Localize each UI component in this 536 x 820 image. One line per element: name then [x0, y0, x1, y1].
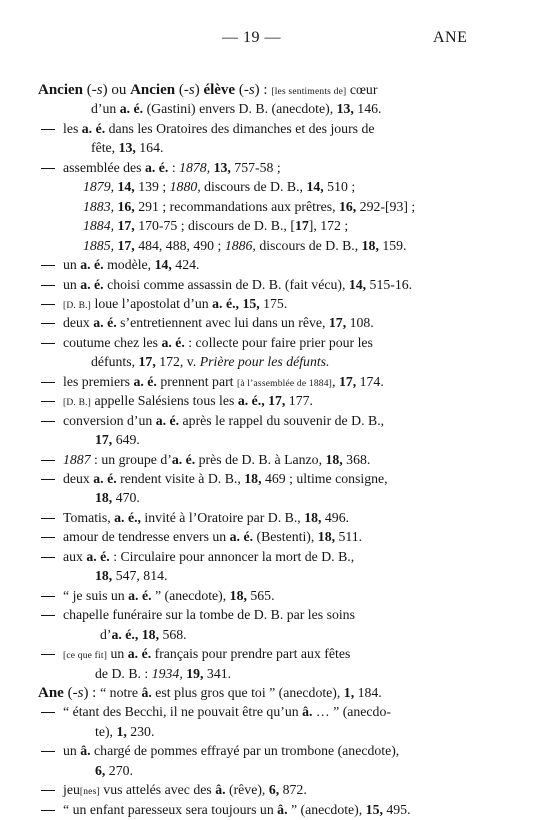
- text-segment: [D. B.]: [63, 398, 92, 409]
- index-line: [38, 294, 498, 314]
- index-line: [38, 352, 498, 372]
- text-segment: 108.: [346, 315, 374, 331]
- index-line-text: [63, 605, 355, 625]
- text-segment: de D. B. :: [95, 665, 152, 681]
- index-line-text: [63, 313, 374, 333]
- text-segment: 17,: [117, 237, 135, 253]
- text-segment: ) :: [254, 82, 272, 98]
- index-line-text: [63, 158, 281, 178]
- text-segment: (-: [86, 82, 97, 98]
- text-segment: a. é.,: [237, 393, 265, 409]
- text-segment: s: [77, 684, 84, 701]
- text-segment: 17,: [338, 373, 357, 389]
- text-segment: 17,: [95, 432, 113, 448]
- text-segment: 1886,: [224, 237, 256, 253]
- text-segment: [nes]: [79, 787, 100, 798]
- text-segment: 18,: [317, 529, 336, 545]
- running-head: ANE: [433, 29, 468, 46]
- text-segment: : un groupe d’: [90, 451, 172, 467]
- index-line: [38, 99, 498, 119]
- text-segment: [ce que fit]: [63, 651, 108, 662]
- text-segment: invité à l’Oratoire par D. B.,: [140, 509, 305, 525]
- index-line-text: [63, 119, 375, 139]
- text-segment: 230.: [126, 723, 155, 739]
- index-line: [38, 450, 498, 470]
- index-line: [38, 722, 498, 742]
- text-segment: a. é.: [155, 412, 180, 428]
- index-line: [38, 566, 498, 586]
- text-segment: 175.: [259, 295, 288, 311]
- text-segment: (-: [238, 82, 249, 98]
- text-segment: 18,: [361, 237, 379, 253]
- index-line: [38, 508, 498, 528]
- text-segment: 146.: [353, 101, 382, 117]
- text-segment: 1887: [63, 451, 91, 467]
- index-line-text: [63, 333, 373, 353]
- text-segment: a. é.: [80, 257, 104, 273]
- index-line: [38, 372, 498, 392]
- text-segment: 17: [294, 218, 309, 234]
- text-segment: 484, 488, 490 ;: [134, 237, 225, 253]
- text-segment: choisi comme assassin de D. B. (fait vécu),: [103, 276, 349, 292]
- text-segment: :: [168, 159, 180, 175]
- text-segment: (Gastini) envers D. B. (anecdote),: [143, 101, 337, 117]
- text-segment: 292-[93] ;: [356, 198, 416, 214]
- text-segment: Ancien: [38, 82, 87, 98]
- index-line: [38, 197, 498, 217]
- index-line-text: [83, 216, 348, 236]
- index-line: [38, 741, 498, 761]
- continuation-dash: [41, 265, 55, 266]
- text-segment: Ane: [38, 684, 68, 701]
- text-segment: coutume chez les: [63, 334, 162, 350]
- text-segment: fête,: [91, 140, 119, 156]
- index-line: [38, 547, 498, 567]
- text-segment: 170-75 ; discours de D. B., [: [134, 218, 295, 234]
- text-segment: un: [63, 257, 81, 273]
- text-segment: dans les Oratoires des dimanches et des jours de: [105, 120, 375, 136]
- text-segment: 17,: [117, 218, 135, 234]
- text-segment: 757-58 ;: [230, 159, 281, 175]
- continuation-dash: [41, 537, 55, 538]
- index-line-text: [63, 508, 349, 528]
- text-segment: s’entretiennent avec lui dans un rêve,: [116, 315, 329, 331]
- index-line: [38, 664, 498, 684]
- text-segment: 565.: [246, 587, 275, 603]
- index-line-text: [83, 177, 355, 197]
- index-line: [38, 158, 498, 178]
- text-segment: amour de tendresse envers un: [63, 529, 230, 545]
- text-segment: 14,: [117, 179, 135, 195]
- text-segment: assemblée des: [63, 159, 145, 175]
- text-segment: ): [102, 82, 112, 98]
- continuation-dash: [41, 401, 55, 402]
- index-line-text: [91, 99, 381, 119]
- continuation-dash: [41, 304, 55, 305]
- text-segment: 510 ;: [323, 179, 356, 195]
- index-line: [38, 702, 498, 722]
- text-segment: 16,: [117, 198, 135, 214]
- index-line-text: [83, 236, 407, 256]
- text-segment: (-: [67, 684, 78, 701]
- text-segment: 18,: [95, 490, 113, 506]
- text-segment: 17,: [138, 354, 156, 370]
- text-segment: “ notre: [100, 684, 142, 700]
- index-line-text: [63, 527, 362, 547]
- text-segment: (-: [178, 82, 189, 98]
- continuation-dash: [41, 323, 55, 324]
- text-segment: [les sentiments de]: [271, 87, 347, 97]
- text-segment: a. é.: [161, 334, 185, 350]
- index-line: [38, 488, 498, 508]
- text-segment: un: [63, 276, 81, 292]
- index-line-text: [63, 586, 275, 606]
- text-segment: â.: [302, 704, 313, 720]
- text-segment: 1,: [116, 723, 127, 739]
- text-segment: deux: [63, 315, 94, 331]
- text-segment: â.: [215, 782, 226, 798]
- text-segment: a. é.: [133, 373, 157, 389]
- text-segment: 13,: [118, 140, 136, 156]
- text-segment: après le rappel du souvenir de D. B.,: [179, 412, 385, 428]
- index-line-text: [100, 625, 187, 645]
- text-segment: 14,: [154, 257, 172, 273]
- text-segment: (Bestenti),: [253, 529, 318, 545]
- text-segment: les premiers: [63, 373, 134, 389]
- text-segment: a. é.: [171, 451, 196, 467]
- text-segment: est plus gros que toi ” (anecdote),: [151, 684, 344, 700]
- text-segment: s: [188, 82, 195, 98]
- text-segment: 1878,: [179, 159, 211, 175]
- text-segment: ,: [332, 373, 339, 389]
- text-segment: 368.: [342, 451, 371, 467]
- text-segment: â.: [141, 684, 152, 700]
- text-segment: a. é.: [80, 276, 104, 292]
- index-line: [38, 586, 498, 606]
- text-segment: ” (anecdote),: [287, 801, 366, 817]
- text-segment: modèle,: [103, 257, 155, 273]
- index-line-text: [95, 664, 231, 684]
- text-segment: discours de D. B.,: [255, 237, 362, 253]
- index-line: [38, 177, 498, 197]
- index-line: [38, 683, 498, 703]
- text-segment: chapelle funéraire sur la tombe de D. B. par les soins: [63, 607, 355, 623]
- text-segment: 341.: [203, 665, 232, 681]
- text-segment: 17,: [328, 315, 347, 331]
- text-segment: 13,: [213, 159, 231, 175]
- text-segment: 469 ; ultime consigne,: [261, 471, 388, 486]
- text-segment: 177.: [285, 393, 313, 409]
- text-segment: 547, 814.: [112, 568, 168, 584]
- index-line-text: [63, 255, 199, 275]
- text-segment: a. é.: [86, 548, 110, 564]
- text-segment: a. é.: [93, 315, 117, 331]
- text-segment: 18,: [325, 451, 343, 467]
- continuation-dash: [41, 343, 55, 344]
- continuation-dash: [41, 557, 55, 558]
- text-segment: 174.: [356, 373, 384, 389]
- index-line: [38, 469, 498, 489]
- text-segment: 511.: [335, 529, 363, 545]
- text-segment: “ un enfant paresseux sera toujours un: [63, 801, 278, 817]
- continuation-dash: [41, 168, 55, 169]
- text-segment: : collecte pour faire prier pour les: [184, 334, 373, 350]
- text-segment: 270.: [105, 762, 133, 778]
- text-segment: 139 ;: [134, 179, 170, 195]
- text-segment: Ancien: [130, 82, 179, 98]
- text-segment: (rêve),: [225, 782, 269, 798]
- text-segment: [D. B.]: [63, 300, 92, 311]
- text-segment: 495.: [382, 801, 411, 817]
- text-segment: 15,: [242, 295, 260, 311]
- index-line: [38, 411, 498, 431]
- index-line: [38, 333, 498, 353]
- index-line: [38, 625, 498, 645]
- text-segment: 164.: [135, 140, 164, 156]
- text-segment: “ étant des Becchi, il ne pouvait être qu’un: [63, 704, 303, 720]
- index-line-text: [63, 450, 370, 470]
- text-segment: prennent part: [156, 373, 237, 389]
- index-line-text: [63, 275, 412, 295]
- text-segment: ) :: [83, 684, 101, 701]
- text-segment: a. é.,: [111, 626, 139, 642]
- text-segment: 470.: [112, 490, 140, 506]
- text-segment: 1884,: [83, 218, 115, 234]
- text-segment: rendent visite à D. B.,: [116, 471, 245, 486]
- continuation-dash: [41, 751, 55, 752]
- text-segment: … ” (anecdo-: [312, 704, 391, 720]
- text-segment: te),: [95, 723, 117, 739]
- continuation-dash: [41, 421, 55, 422]
- index-line: [38, 119, 498, 139]
- index-line: [38, 605, 498, 625]
- text-segment: vus attelés avec des: [99, 782, 216, 798]
- index-line-text: [95, 722, 154, 742]
- continuation-dash: [41, 615, 55, 616]
- text-segment: s: [248, 82, 255, 98]
- text-segment: a. é.: [145, 159, 169, 175]
- text-segment: cœur: [346, 82, 378, 97]
- index-line-text: [95, 430, 140, 450]
- text-segment: un: [107, 646, 128, 662]
- index-line: [38, 80, 498, 100]
- index-line: [38, 644, 498, 664]
- text-segment: 424.: [171, 257, 200, 273]
- continuation-dash: [41, 810, 55, 811]
- text-segment: 15,: [365, 801, 383, 817]
- text-segment: a. é.: [229, 529, 254, 545]
- index-line-text: [63, 702, 391, 722]
- index-line-text: [63, 741, 399, 761]
- index-line-text: [83, 197, 415, 217]
- text-segment: 872.: [279, 782, 307, 798]
- text-segment: aux: [63, 548, 87, 564]
- text-segment: a. é.: [128, 587, 152, 603]
- text-segment: a. é.: [81, 120, 106, 136]
- continuation-dash: [41, 382, 55, 383]
- index-line-text: [91, 138, 163, 158]
- text-segment: 649.: [112, 432, 140, 448]
- index-line: [38, 780, 498, 800]
- text-segment: près de D. B. à Lanzo,: [195, 451, 326, 467]
- text-segment: loue l’apostolat d’un: [91, 295, 213, 311]
- text-segment: d’un: [91, 101, 120, 117]
- continuation-dash: [41, 596, 55, 597]
- text-segment: deux: [63, 471, 94, 486]
- index-line: [38, 216, 498, 236]
- text-segment: 496.: [321, 509, 350, 525]
- index-line: [38, 430, 498, 450]
- text-segment: conversion d’un: [63, 412, 156, 428]
- text-segment: â.: [80, 743, 91, 759]
- index-line: [38, 761, 498, 781]
- index-line-text: [38, 683, 382, 703]
- text-segment: 184.: [354, 684, 382, 700]
- continuation-dash: [41, 129, 55, 130]
- index-line-text: [95, 761, 133, 781]
- index-line-text: [63, 547, 354, 567]
- text-segment: 16,: [338, 198, 357, 214]
- text-segment: a. é.: [119, 101, 144, 117]
- text-segment: les: [63, 120, 82, 136]
- text-segment: un: [63, 743, 81, 759]
- text-segment: 1,: [343, 684, 355, 700]
- text-segment: a. é.,: [114, 509, 141, 525]
- text-segment: 1934,: [151, 665, 183, 681]
- text-segment: 568.: [159, 626, 187, 642]
- text-segment: “ je suis un: [63, 587, 129, 603]
- text-segment: 1885,: [83, 237, 115, 253]
- index-line-text: [91, 352, 330, 372]
- text-segment: a. é.: [93, 471, 117, 486]
- text-segment: 1883,: [83, 198, 115, 214]
- continuation-dash: [41, 712, 55, 713]
- text-segment: 291 ; recommandations aux prêtres,: [134, 198, 339, 214]
- text-segment: 14,: [306, 179, 324, 195]
- text-segment: 6,: [268, 782, 280, 798]
- text-segment: 515-16.: [366, 276, 413, 292]
- text-segment: 13,: [336, 101, 354, 117]
- text-segment: 18,: [304, 509, 322, 525]
- index-line: [38, 275, 498, 295]
- continuation-dash: [41, 285, 55, 286]
- text-segment: appelle Salésiens tous les: [91, 393, 238, 409]
- text-segment: élève: [203, 82, 239, 98]
- text-segment: jeu: [63, 782, 80, 798]
- text-segment: s: [96, 82, 103, 98]
- text-segment: 18,: [141, 626, 160, 642]
- text-segment: : Circulaire pour annoncer la mort de D. B.,: [109, 548, 355, 564]
- text-segment: ): [194, 82, 204, 98]
- index-line: [38, 138, 498, 158]
- text-segment: chargé de pommes effrayé par un trombone (anecdote),: [90, 743, 400, 759]
- text-segment: 19,: [186, 665, 204, 681]
- text-segment: Prière pour les défunts.: [199, 354, 330, 370]
- text-segment: 18,: [244, 471, 262, 486]
- page-number: — 19 —: [222, 29, 281, 46]
- index-line-text: [63, 800, 411, 820]
- index-line: [38, 391, 498, 411]
- continuation-dash: [41, 479, 55, 480]
- continuation-dash: [41, 790, 55, 791]
- text-segment: 172, v.: [155, 354, 200, 370]
- text-segment: a. é.: [127, 646, 152, 662]
- index-line-text: [63, 469, 388, 489]
- text-segment: discours de D. B.,: [200, 179, 307, 195]
- index-line: [38, 255, 498, 275]
- text-segment: français pour prendre part aux fêtes: [151, 646, 351, 662]
- text-segment: ” (anecdote),: [151, 587, 230, 603]
- index-line: [38, 313, 498, 333]
- continuation-dash: [41, 518, 55, 519]
- text-segment: ], 172 ;: [308, 218, 349, 234]
- text-segment: 1880,: [169, 179, 201, 195]
- text-segment: 18,: [95, 568, 113, 584]
- text-segment: a. é.,: [212, 295, 239, 311]
- text-segment: 6,: [95, 762, 106, 778]
- index-line-text: [95, 566, 167, 586]
- index-line-text: [63, 411, 384, 431]
- text-segment: 1879,: [83, 179, 115, 195]
- text-segment: ou: [111, 82, 131, 98]
- text-segment: 18,: [229, 587, 247, 603]
- index-line: [38, 236, 498, 256]
- continuation-dash: [41, 460, 55, 461]
- continuation-dash: [41, 654, 55, 655]
- text-segment: défunts,: [91, 354, 139, 370]
- text-segment: 14,: [348, 276, 367, 292]
- text-segment: 159.: [378, 237, 407, 253]
- text-segment: 17,: [268, 393, 286, 409]
- index-line: [38, 800, 498, 820]
- index-line-text: [95, 488, 140, 508]
- text-segment: Tomatis,: [63, 509, 115, 525]
- index-line: [38, 527, 498, 547]
- text-segment: [à l’assemblée de 1884]: [236, 378, 333, 389]
- text-segment: d’: [100, 626, 112, 642]
- text-segment: â.: [277, 801, 288, 817]
